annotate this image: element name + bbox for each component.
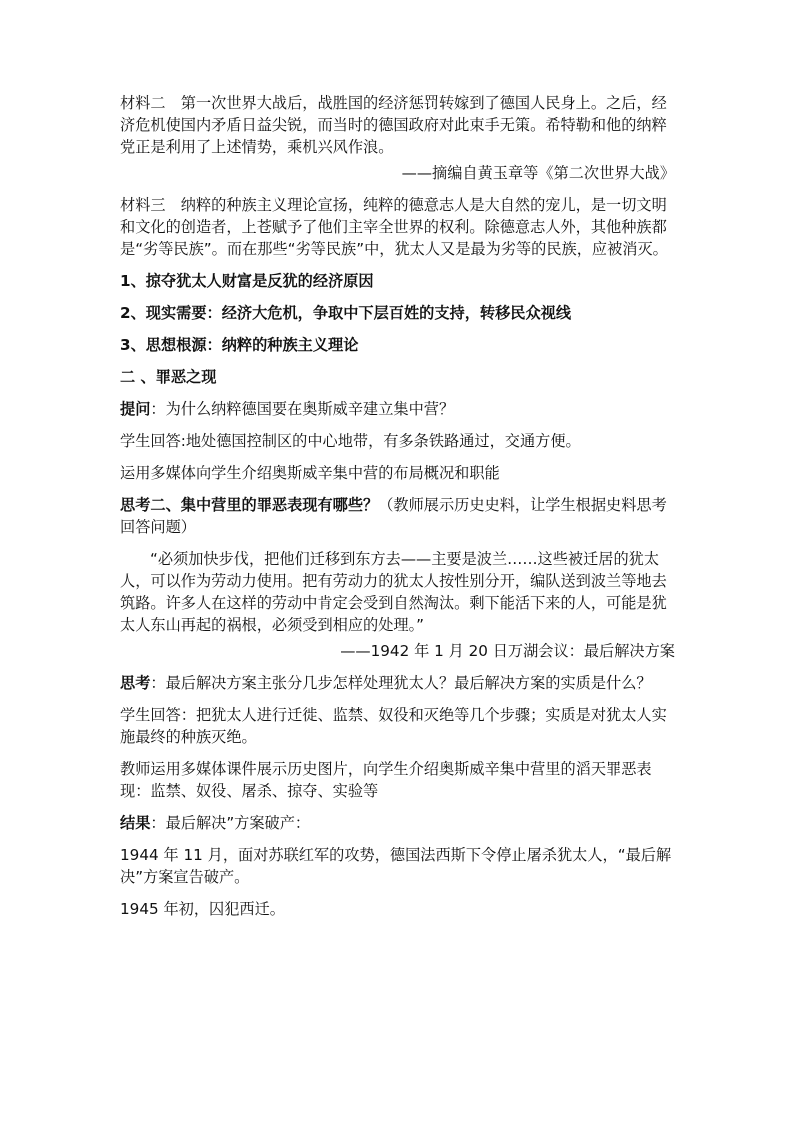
material-three: 材料三 纳粹的种族主义理论宣扬，纯粹的德意志人是大自然的宠儿，是一切文明和文化的创造者，上苍赋予了他们主宰全世界的权利。除德意志人外，其他种族都是“劣等民族”。而在那些“劣等民族”中，犹太人又是最为劣等的民族，应被消灭。: [120, 196, 668, 258]
think-three-label: 思考: [120, 674, 151, 692]
quote-source: ——1942 年 1 月 20 日万湖会议：最后解决方案: [340, 642, 675, 660]
section-two-heading: 二 、罪恶之现: [120, 368, 217, 386]
think-three: [120, 672, 675, 694]
think-three-text: ：最后解决方案主张分几步怎样处理犹太人？最后解决方案的实质是什么？: [150, 674, 652, 692]
reason-one: 1、掠夺犹太人财富是反犹的经济原因: [120, 272, 374, 290]
material-two-source: ——摘编自黄玉章等《第二次世界大战》: [401, 164, 675, 182]
answer-two: 学生回答：把犹太人进行迁徙、监禁、奴役和灭绝等几个步骤；实质是对犹太人实施最终的种族灭绝。: [120, 706, 667, 746]
result-label: 结果: [120, 814, 151, 832]
event-1945: 1945 年初，囚犯西迁。: [120, 900, 285, 918]
think-two-label: 思考二、集中营里的罪恶表现有哪些？: [120, 496, 379, 514]
material-two: 材料二 第一次世界大战后，战胜国的经济惩罚转嫁到了德国人民身上。之后，经济危机使国内矛盾日益尖锐，而当时的德国政府对此束手无策。希特勒和他的纳粹党正是利用了上述情势，乘机兴风作浪。: [120, 94, 667, 156]
media-note-two: 教师运用多媒体课件展示历史图片，向学生介绍奥斯威辛集中营里的滔天罪恶表现：监禁、奴役、屠杀、掠夺、实验等: [120, 760, 652, 800]
reason-two: 2、现实需要：经济大危机，争取中下层百姓的支持，转移民众视线: [120, 304, 572, 322]
question-one: [120, 398, 675, 420]
event-1944: 1944 年 11 月，面对苏联红军的攻势，德国法西斯下令停止屠杀犹太人，“最后解决”方案宣告破产。: [120, 846, 672, 886]
media-note-one: 运用多媒体向学生介绍奥斯威辛集中营的布局概况和职能: [120, 464, 500, 482]
historical-quote: “必须加快步伐，把他们迁移到东方去——主要是波兰……这些被迁居的犹太人，可以作为劳动力使用。把有劳动力的犹太人按性别分开，编队送到波兰等地去筑路。许多人在这样的劳动中肯定会受到自然淘汰。剩下能活下来的人，可能是犹太人东山再起的祸根，必须受到相应的处理。”: [120, 550, 667, 634]
document-page: [120, 92, 675, 930]
question-one-label: 提问: [120, 400, 151, 418]
result-text: ：最后解决”方案破产：: [150, 814, 311, 832]
question-one-text: ：为什么纳粹德国要在奥斯威辛建立集中营？: [150, 400, 455, 418]
reason-three: 3、思想根源：纳粹的种族主义理论: [120, 336, 359, 354]
think-two: [120, 494, 675, 538]
result: [120, 812, 675, 834]
think-two-text: （教师展示历史史料，让学生根据史料思考回答问题）: [120, 496, 667, 536]
answer-one: 学生回答:地处德国控制区的中心地带，有多条铁路通过，交通方便。: [120, 432, 581, 450]
